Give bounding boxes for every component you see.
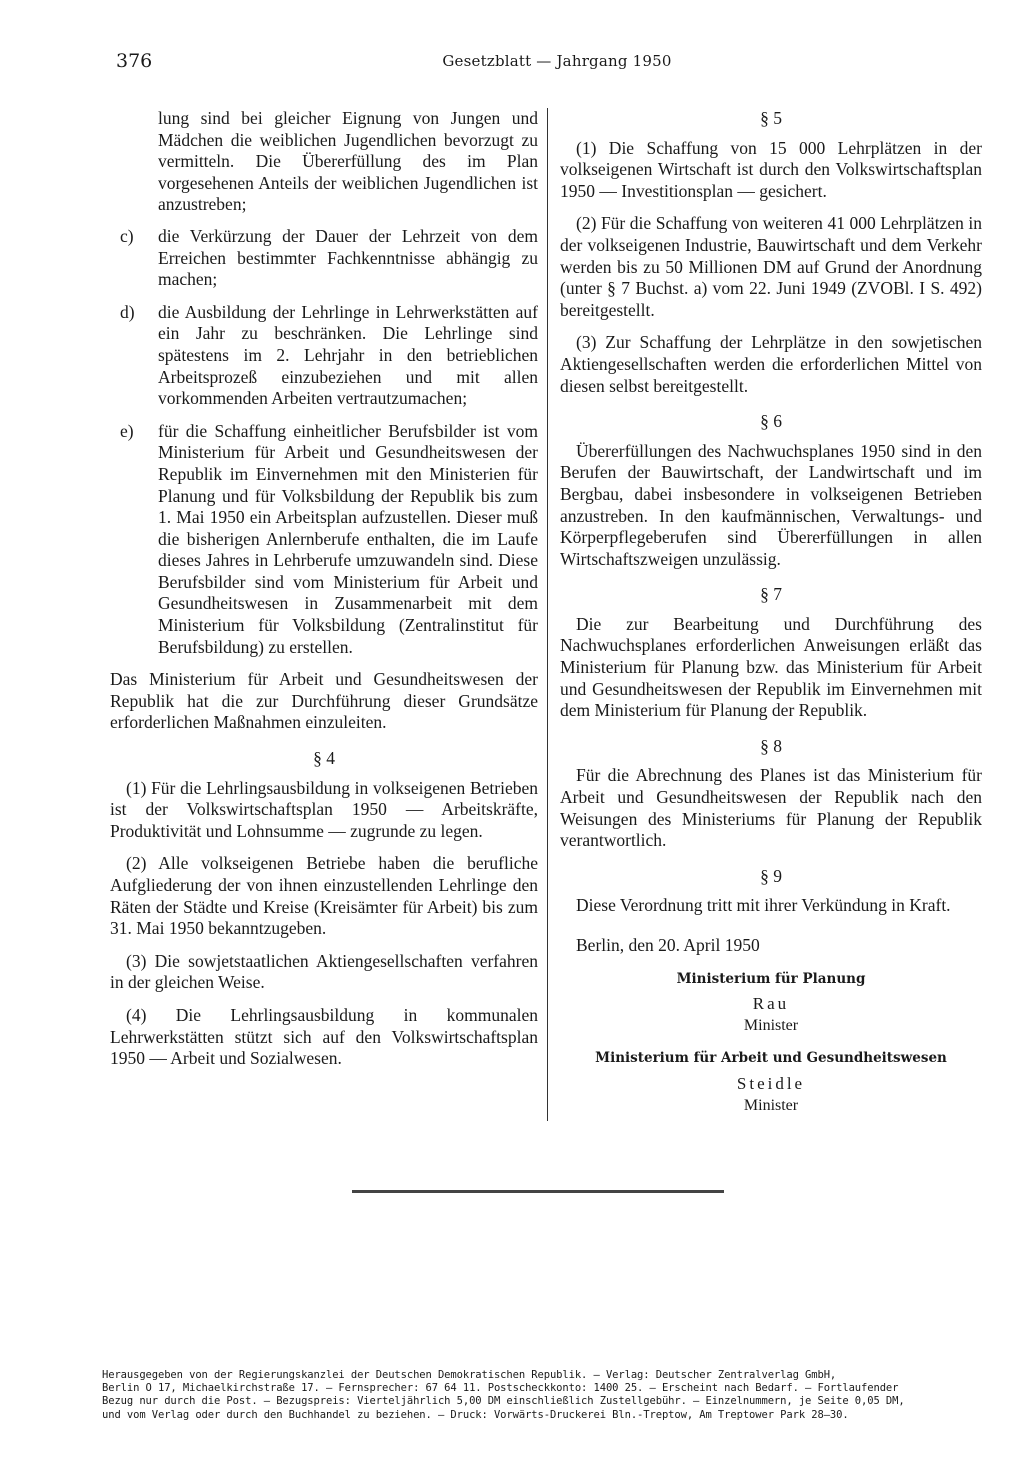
paragraph: (2) Alle volkseigenen Betriebe haben die berufliche Aufgliederung der von ihnen einzustellenden Lehrlinge den Räten der Städte und Kreise (Kreisämter für Arbeit) bis zum 31. Mai 1950 bekanntzugeben. (110, 853, 538, 939)
paragraph: Die zur Bearbeitung und Durchführung des Nachwuchsplanes erforderlichen Anweisungen erläßt das Ministerium für Planung bzw. das Ministerium für Arbeit und Gesundheitswesen der Republik im Einvernehmen mit dem Ministerium für Planung der Republik. (560, 613, 982, 721)
running-header (0, 52, 1024, 70)
list-label: d) (120, 301, 135, 322)
signature-role: Minister (743, 1016, 799, 1034)
signature-organization: Ministerium für Planung (676, 970, 866, 987)
paragraph: (4) Die Lehrlingsausbildung in kommunalen Lehrwerkstätten stützt sich auf den Volkswirtschaftsplan 1950 — Arbeit und Sozialwesen. (110, 1004, 538, 1069)
signature-name: Steidle (736, 1073, 806, 1093)
paragraph: (3) Zur Schaffung der Lehrplätze in den sowjetischen Aktiengesellschaften werden die erforderlichen Mittel von diesen selbst bereitgestellt. (560, 332, 982, 396)
signature-role: Minister (743, 1096, 799, 1114)
footer-line: und vom Verlag oder durch den Buchhandel zu beziehen. — Druck: Vorwärts-Druckerei Bln.-Treptow, Am Treptower Park 28—30. (102, 1408, 849, 1421)
paragraph: Übererfüllungen des Nachwuchsplanes 1950 sind in den Berufen der Bauwirtschaft, der Landwirtschaft und im Bergbau, dabei insbesondere in volkseigenen Betrieben anzustreben. In den kaufmännischen, Verwaltungs- und Körperpflegeberufen sind Übererfüllungen in allen Wirtschaftszweigen unzulässig. (560, 440, 982, 569)
list-text: die Ausbildung der Lehrlinge in Lehrwerkstätten auf ein Jahr zu beschränken. Die Lehrlinge sind spätestens im 2. Lehrjahr in den betrieblichen Arbeitsprozeß einzubeziehen und mit allen vorkommenden Arbeiten vertrautzumachen; (158, 301, 538, 409)
list-text: die Verkürzung der Dauer der Lehrzeit von dem Erreichen bestimmter Fachkenntnisse abhängig zu machen; (158, 225, 538, 290)
list-item-c (110, 226, 538, 291)
closing-paragraph: Das Ministerium für Arbeit und Gesundheitswesen der Republik hat die zur Durchführung dieser Grundsätze erforderlichen Maßnahmen einzuleiten. (110, 669, 538, 733)
signature-block-planning (560, 969, 982, 1037)
section-heading-9: § 9 (760, 865, 782, 886)
left-column (110, 108, 538, 1081)
column-divider (547, 108, 548, 1121)
list-label: c) (120, 225, 134, 246)
list-item-continuation: lung sind bei gleicher Eignung von Jungen und Mädchen die weiblichen Jugendlichen bevorzugt zu vermitteln. Die Übererfüllung des im Plan vorgesehenen Anteils der weiblichen Jugendlichen ist anzustreben; (158, 108, 538, 215)
paragraph: (2) Für die Schaffung von weiteren 41 000 Lehrplätzen in der volkseigenen Industrie, Bauwirtschaft und dem Verkehr werden bis zu 50 Millionen DM auf Grund der Anordnung (unter § 7 Buchst. a) vom 22. Juni 1949 (ZVOBl. I S. 492) bereitgestellt. (560, 213, 982, 320)
date-line: Berlin, den 20. April 1950 (576, 935, 760, 955)
section-heading-5: § 5 (760, 108, 782, 128)
signature-block-labor (560, 1048, 982, 1116)
header-title: Gesetzblatt — Jahrgang 1950 (442, 52, 672, 70)
paragraph: (1) Für die Lehrlingsausbildung in volkseigenen Betrieben ist der Volkswirtschaftsplan 1950 — Arbeitskräfte, Produktivität und Lohnsumme — zugrunde zu legen. (110, 777, 538, 841)
section-heading-6: § 6 (760, 411, 782, 432)
list-item-e (110, 421, 538, 659)
publisher-footer (102, 1369, 982, 1422)
section-heading-8: § 8 (760, 735, 782, 756)
paragraph: Für die Abrechnung des Planes ist das Ministerium für Arbeit und Gesundheitswesen der Republik nach den Weisungen des Ministeriums für Planung der Republik verantwortlich. (560, 765, 982, 851)
section-heading-7: § 7 (760, 584, 782, 605)
list-item-d (110, 302, 538, 410)
footer-line: Bezug nur durch die Post. — Bezugspreis: Vierteljährlich 5,00 DM einschließlich Zustellgebühr. — Einzelnummern, je Seite 0,05 DM, (102, 1395, 905, 1408)
right-column (560, 108, 982, 1116)
list-label: e) (120, 420, 134, 441)
footer-line: Herausgegeben von der Regierungskanzlei der Deutschen Demokratischen Republik. — Verlag: Deutscher Zentralverlag GmbH, (102, 1369, 837, 1381)
paragraph: Diese Verordnung tritt mit ihrer Verkündung in Kraft. (576, 895, 951, 916)
signature-name: Rau (752, 994, 790, 1014)
section-heading-4: § 4 (313, 748, 335, 769)
list-text: für die Schaffung einheitlicher Berufsbilder ist vom Ministerium für Arbeit und Gesundheitswesen der Republik im Einvernehmen mit den Ministerien für Planung und für Volksbildung der Republik bis zum 1. Mai 1950 ein Arbeitsplan aufzustellen. Dieser muß die bisherigen Anlernberufe enthalten, die im Laufe dieses Jahres in Lehrberufe umzuwandeln sind. Diese Berufsbilder sind vom Ministerium für Arbeit und Gesundheitswesen in Zusammenarbeit mit dem Ministerium für Volksbildung (Zentralinstitut für Berufsbildung) zu erstellen. (158, 420, 538, 657)
footer-line: Berlin O 17, Michaelkirchstraße 17. — Fernsprecher: 67 64 11. Postscheckkonto: 1400 25. — Erscheint nach Bedarf. — Fortlaufender (102, 1382, 899, 1395)
signature-organization: Ministerium für Arbeit und Gesundheitswesen (595, 1050, 947, 1067)
page-number: 376 (116, 50, 153, 72)
paragraph: (3) Die sowjetstaatlichen Aktiengesellschaften verfahren in der gleichen Weise. (110, 950, 538, 993)
end-rule (352, 1190, 724, 1193)
paragraph: (1) Die Schaffung von 15 000 Lehrplätzen in der volkseigenen Wirtschaft ist durch den Volkswirtschaftsplan 1950 — Investitionsplan — gesichert. (560, 137, 982, 201)
